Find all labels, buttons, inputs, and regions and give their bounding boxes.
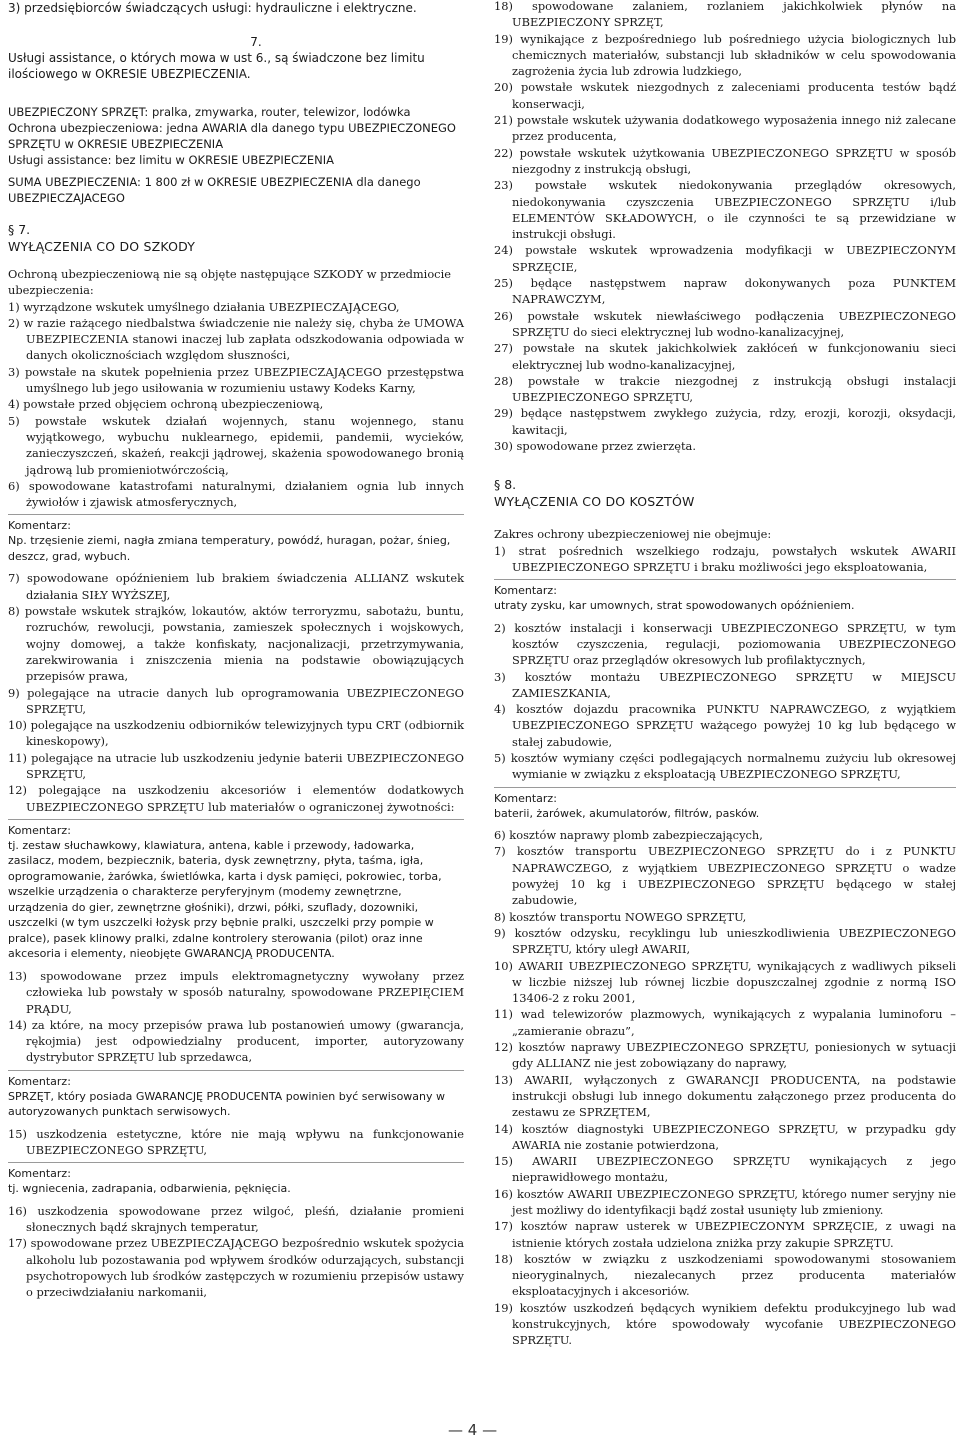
cost-exclusions-list bbox=[494, 620, 956, 783]
list-item: 18) kosztów w związku z uszkodzeniami spowodowanymi stosowaniem nieoryginalnych, niezalecanych przez producenta materiałów eksploatacyjnych i akcesoriów. bbox=[494, 1251, 956, 1299]
list-item: 12) polegające na uszkodzeniu akcesoriów i elementów dodatkowych UBEZPIECZONEGO SPRZĘTU lub materiałów o ograniczonej żywotności: bbox=[8, 783, 464, 814]
coverage-line-cont: SPRZĘTU w OKRESIE UBEZPIECZENIA bbox=[8, 137, 224, 151]
list-item: 2) w razie rażącego niedbalstwa świadczenie nie należy się, chyba że UMOWA UBEZPIECZENIA stanowi inaczej lub zapłata odszkodowania odpowiada w danych okolicznościach względom słuszności, bbox=[8, 315, 464, 363]
list-item: 15) uszkodzenia estetyczne, które nie mają wpływu na funkcjonowanie UBEZPIECZONEGO SPRZĘTU, bbox=[8, 1126, 464, 1157]
list-item: 9) kosztów odzysku, recyklingu lub unieszkodliwienia UBEZPIECZONEGO SPRZĘTU, który uległ AWARII, bbox=[494, 925, 956, 957]
list-item: 26) powstałe wskutek niewłaściwego podłączenia UBEZPIECZONEGO SPRZĘTU do sieci elektrycznej lub wodno-kanalizacyjnej, bbox=[494, 308, 956, 339]
damage-exclusions-list bbox=[8, 299, 464, 511]
list-item: 29) będące następstwem zwykłego zużycia, rdzy, erozji, korozji, oksydacji, kawitacji, bbox=[494, 406, 956, 437]
list-item: 17) spowodowane przez UBEZPIECZAJĄCEGO bezpośrednio wskutek spożycia alkoholu lub pozostawania pod wpływem środków odurzających, substancji psychotropowych lub środków zastępczych w rozumieniu przepisów ustawy o przeciwdziałaniu narkomanii, bbox=[8, 1236, 464, 1300]
comment-text: utraty zysku, kar umownych, strat spowodowanych opóźnieniem. bbox=[494, 599, 855, 613]
comment-label: Komentarz: bbox=[494, 584, 557, 598]
comment-text: SPRZĘT, który posiada GWARANCJĘ PRODUCENTA powinien być serwisowany w autoryzowanych punktach serwisowych. bbox=[8, 1089, 446, 1119]
list-item: 19) kosztów uszkodzeń będących wynikiem defektu produkcyjnego lub wad konstrukcyjnych, które spowodowały wycofanie UBEZPIECZONEGO SPRZĘTU. bbox=[494, 1300, 956, 1348]
list-item: 6) spowodowane katastrofami naturalnymi, działaniem ognia lub innych żywiołów i zjawisk atmosferycznych, bbox=[8, 478, 464, 510]
section-8-intro: Zakres ochrony ubezpieczeniowej nie obejmuje: bbox=[494, 527, 772, 542]
list-item: 22) powstałe wskutek użytkowania UBEZPIECZONEGO SPRZĘTU w sposób niezgodny z instrukcją obsługi, bbox=[494, 145, 956, 176]
comment-box bbox=[8, 1070, 464, 1120]
list-item: 16) uszkodzenia spowodowane przez wilgoć, pleśń, działanie promieni słonecznych bądź skrajnych temperatur, bbox=[8, 1203, 464, 1235]
section-8-title: WYŁĄCZENIA CO DO KOSZTÓW bbox=[494, 494, 695, 510]
list-item: 13) AWARII, wyłączonych z GWARANCJI PRODUCENTA, na podstawie instrukcji obsługi lub innego dokumentu załączonego przez producenta do zestawu ze SPRZĘTEM, bbox=[494, 1072, 956, 1120]
comment-box bbox=[494, 579, 956, 614]
assistance-provider-item: 3) przedsiębiorców świadczących usługi: hydrauliczne i elektryczne. bbox=[8, 1, 417, 15]
list-item: 5) kosztów wymiany części podlegających normalnemu zużyciu lub okresowej wymianie w związku z eksploatacją UBEZPIECZONEGO SPRZĘTU, bbox=[494, 751, 956, 782]
paragraph-number: 7. bbox=[250, 35, 262, 49]
list-item: 13) spowodowane przez impuls elektromagnetyczny wywołany przez człowieka lub powstały w sposób naturalny, spowodowane PRZEPIĘCIEM PRĄDU, bbox=[8, 968, 464, 1016]
comment-text: baterii, żarówek, akumulatorów, filtrów, pasków. bbox=[494, 806, 760, 820]
comment-box bbox=[8, 1162, 464, 1197]
assistance-limit-text: Usługi assistance, o których mowa w ust 6., są świadczone bez limitu bbox=[8, 51, 425, 65]
right-column bbox=[494, 0, 956, 1349]
list-item: 11) polegające na utracie lub uszkodzeniu jedynie baterii UBEZPIECZONEGO SPRZĘTU, bbox=[8, 750, 464, 782]
list-item: 3) powstałe na skutek popełnienia przez UBEZPIECZAJĄCEGO przestępstwa umyślnego lub jego usiłowania w rozumieniu ustawy Kodeks Karny, bbox=[8, 364, 464, 396]
list-item: 11) wad telewizorów plazmowych, wynikających z wypalania luminoforu – „zamieranie obrazu”, bbox=[494, 1007, 956, 1038]
list-item: 17) kosztów napraw usterek w UBEZPIECZONYM SPRZĘCIE, z uwagi na istnienie których została udzielona zniżka przy zakupie SPRZĘTU. bbox=[494, 1219, 956, 1250]
left-column bbox=[8, 0, 464, 1301]
sum-insured-line: SUMA UBEZPIECZENIA: 1 800 zł w OKRESIE UBEZPIECZENIA dla danego bbox=[8, 175, 421, 189]
damage-exclusions-list bbox=[8, 1126, 464, 1159]
list-item: 2) kosztów instalacji i konserwacji UBEZPIECZONEGO SPRZĘTU, w tym kosztów czyszczenia, regulacji, poziomowania UBEZPIECZONEGO SPRZĘTU oraz przeglądów okresowych lub profilaktycznych, bbox=[494, 620, 956, 668]
comment-label: Komentarz: bbox=[8, 1167, 71, 1181]
insured-equipment-line: UBEZPIECZONY SPRZĘT: pralka, zmywarka, router, telewizor, lodówka bbox=[8, 105, 411, 119]
page-number: — 4 — bbox=[448, 1421, 498, 1439]
list-item: 20) powstałe wskutek niezgodnych z zaleceniami producenta testów bądź konserwacji, bbox=[494, 80, 956, 111]
list-item: 4) kosztów dojazdu pracownika PUNKTU NAPRAWCZEGO, z wyjątkiem UBEZPIECZONEGO SPRZĘTU ważącego powyżej 10 kg lub będącego w stałej zabudowie, bbox=[494, 702, 956, 749]
section-7-intro: Ochroną ubezpieczeniową nie są objęte następujące SZKODY w przedmiocie ubezpieczenia: bbox=[8, 267, 451, 298]
comment-label: Komentarz: bbox=[8, 1074, 71, 1088]
list-item: 14) za które, na mocy przepisów prawa lub postanowień umowy (gwarancja, rękojmia) jest odpowiedzialny producent, importer, autoryzowany dystrybutor SPRZĘTU lub sprzedawca, bbox=[8, 1017, 464, 1065]
list-item: 3) kosztów montażu UBEZPIECZONEGO SPRZĘTU w MIEJSCU ZAMIESZKANIA, bbox=[494, 669, 956, 700]
comment-box bbox=[494, 787, 956, 822]
comment-text: Np. trzęsienie ziemi, nagła zmiana temperatury, powódź, huragan, pożar, śnieg, deszcz, grad, wybuch. bbox=[8, 534, 451, 563]
list-item: 6) kosztów naprawy plomb zabezpieczających, bbox=[494, 828, 763, 843]
section-7-number: § 7. bbox=[8, 222, 31, 237]
list-item: 1) strat pośrednich wszelkiego rodzaju, powstałych wskutek AWARII UBEZPIECZONEGO SPRZĘTU i braku możliwości jego eksploatowania, bbox=[494, 543, 956, 574]
list-item: 21) powstałe wskutek używania dodatkowego wyposażenia innego niż zalecane przez producenta, bbox=[494, 113, 956, 144]
list-item: 18) spowodowane zalaniem, rozlaniem jakichkolwiek płynów na UBEZPIECZONY SPRZĘT, bbox=[494, 0, 956, 30]
damage-exclusions-list-cont bbox=[494, 0, 956, 454]
list-item: 7) kosztów transportu UBEZPIECZONEGO SPRZĘTU do i z PUNKTU NAPRAWCZEGO, z wyjątkiem UBEZPIECZONEGO SPRZĘTU o wadze powyżej 10 kg i UBEZPIECZONEGO SPRZĘTU będącego w stałej zabudowie, bbox=[494, 844, 956, 908]
list-item: 27) powstałe na skutek jakichkolwiek zakłóceń w funkcjonowaniu sieci elektrycznej lub wodno-kanalizacyjnej, bbox=[494, 341, 956, 372]
comment-text: tj. wgniecenia, zadrapania, odbarwienia, pęknięcia. bbox=[8, 1182, 291, 1196]
comment-box bbox=[8, 514, 464, 564]
comment-label: Komentarz: bbox=[8, 823, 71, 837]
list-item: 14) kosztów diagnostyki UBEZPIECZONEGO SPRZĘTU, w przypadku gdy AWARIA nie zostanie potwierdzona, bbox=[494, 1121, 956, 1152]
list-item: 30) spowodowane przez zwierzęta. bbox=[494, 439, 696, 454]
comment-box bbox=[8, 819, 464, 962]
assistance-line: Usługi assistance: bez limitu w OKRESIE UBEZPIECZENIA bbox=[8, 153, 335, 167]
list-item: 19) wynikające z bezpośredniego lub pośredniego użycia biologicznych lub chemicznych materiałów, substancji lub składników w celu spowodowania zagrożenia życia lub zdrowia ludzkiego, bbox=[494, 31, 956, 79]
list-item: 5) powstałe wskutek działań wojennych, stanu wojennego, stanu wyjątkowego, wybuchu nuklearnego, epidemii, pandemii, wycieków, zanieczyszczeń, skażeń, reakcji jądrowej, skażenia spowodowanego bronią jądrową lub promieniotwórczością, bbox=[8, 413, 464, 477]
cost-exclusions-list bbox=[494, 543, 956, 576]
coverage-summary-box bbox=[8, 104, 464, 206]
list-item: 4) powstałe przed objęciem ochroną ubezpieczeniową, bbox=[8, 397, 324, 412]
list-item: 10) AWARII UBEZPIECZONEGO SPRZĘTU, wynikających z wadliwych pikseli w liczbie niższej lub równej liczbie dopuszczalnej zgodnie z normą ISO 13406-2 z roku 2001, bbox=[494, 958, 956, 1006]
list-item: 9) polegające na utracie danych lub oprogramowania UBEZPIECZONEGO SPRZĘTU, bbox=[8, 685, 464, 716]
comment-label: Komentarz: bbox=[494, 791, 557, 805]
list-item: 1) wyrządzone wskutek umyślnego działania UBEZPIECZAJĄCEGO, bbox=[8, 299, 400, 314]
list-item: 16) kosztów AWARII UBEZPIECZONEGO SPRZĘTU, którego numer seryjny nie jest możliwy do identyfikacji bądź został usunięty lub zmieniony. bbox=[494, 1186, 956, 1217]
assistance-limit-text-cont: ilościowego w OKRESIE UBEZPIECZENIA. bbox=[8, 67, 251, 81]
cost-exclusions-list bbox=[494, 827, 956, 1349]
comment-label: Komentarz: bbox=[8, 519, 71, 533]
list-item: 8) kosztów transportu NOWEGO SPRZĘTU, bbox=[494, 909, 747, 924]
list-item: 12) kosztów naprawy UBEZPIECZONEGO SPRZĘTU, poniesionych w sytuacji gdy ALLIANZ nie jest zobowiązany do naprawy, bbox=[494, 1040, 956, 1071]
list-item: 10) polegające na uszkodzeniu odbiorników telewizyjnych typu CRT (odbiornik kineskopowy), bbox=[8, 718, 464, 749]
list-item: 24) powstałe wskutek wprowadzenia modyfikacji w UBEZPIECZONYM SPRZĘCIE, bbox=[494, 243, 956, 274]
list-item: 7) spowodowane opóźnieniem lub brakiem świadczenia ALLIANZ wskutek działania SIŁY WYŻSZEJ, bbox=[8, 571, 464, 602]
section-8-number: § 8. bbox=[494, 477, 517, 493]
list-item: 28) powstałe w trakcie niezgodnej z instrukcją obsługi instalacji UBEZPIECZONEGO SPRZĘTU, bbox=[494, 373, 956, 405]
damage-exclusions-list bbox=[8, 968, 464, 1066]
coverage-line: Ochrona ubezpieczeniowa: jedna AWARIA dla danego typu UBEZPIECZONEGO bbox=[8, 121, 456, 135]
list-item: 23) powstałe wskutek niedokonywania przeglądów okresowych, niedokonywania czyszczenia UBEZPIECZONEGO SPRZĘTU i/lub ELEMENTÓW SKŁADOWYCH, o ile czynności te są przewidziane w instrukcji obsługi. bbox=[494, 178, 956, 242]
comment-text: tj. zestaw słuchawkowy, klawiatura, antena, kable i przewody, ładowarka, zasilacz, modem, bezpiecznik, bateria, dysk zewnętrzny, płyta, taśma, igła, oprogramowanie, żarówka, świetlówka, karta i dysk pamięci, pokrowiec, torba, wszelkie urządzenia o charakterze peryferyjnym (modemy zewnętrzne, urządzenia do gier, zewnętrzne głośniki), drzwi, półki, szuflady, dozowniki, uszczelki (w tym uszczelki łożysk przy bębnie pralki, uszczelki przy pompie w pralce), pasek klinowy pralki, zdalne kontrolery sterowania (pilot) oraz inne akcesoria i elementy, nieobjęte GWARANCJĄ PRODUCENTA. bbox=[8, 838, 442, 961]
list-item: 8) powstałe wskutek strajków, lokautów, aktów terroryzmu, sabotażu, buntu, rozruchów, rewolucji, powstania, zamieszek społecznych i wojskowych, wojny domowej, a także konfiskaty, nacjonalizacji, przetrzymywania, zarekwirowania i zniszczenia mienia na podstawie obowiązujących przepisów prawa, bbox=[8, 604, 464, 684]
list-item: 15) AWARII UBEZPIECZONEGO SPRZĘTU wynikających z jego nieprawidłowego montażu, bbox=[494, 1154, 956, 1185]
list-item: 25) będące następstwem napraw dokonywanych poza PUNKTEM NAPRAWCZYM, bbox=[494, 276, 956, 307]
damage-exclusions-list bbox=[8, 570, 464, 814]
section-7-title: WYŁĄCZENIA CO DO SZKODY bbox=[8, 239, 196, 254]
sum-insured-line-cont: UBEZPIECZAJACEGO bbox=[8, 191, 125, 205]
damage-exclusions-list bbox=[8, 1203, 464, 1301]
